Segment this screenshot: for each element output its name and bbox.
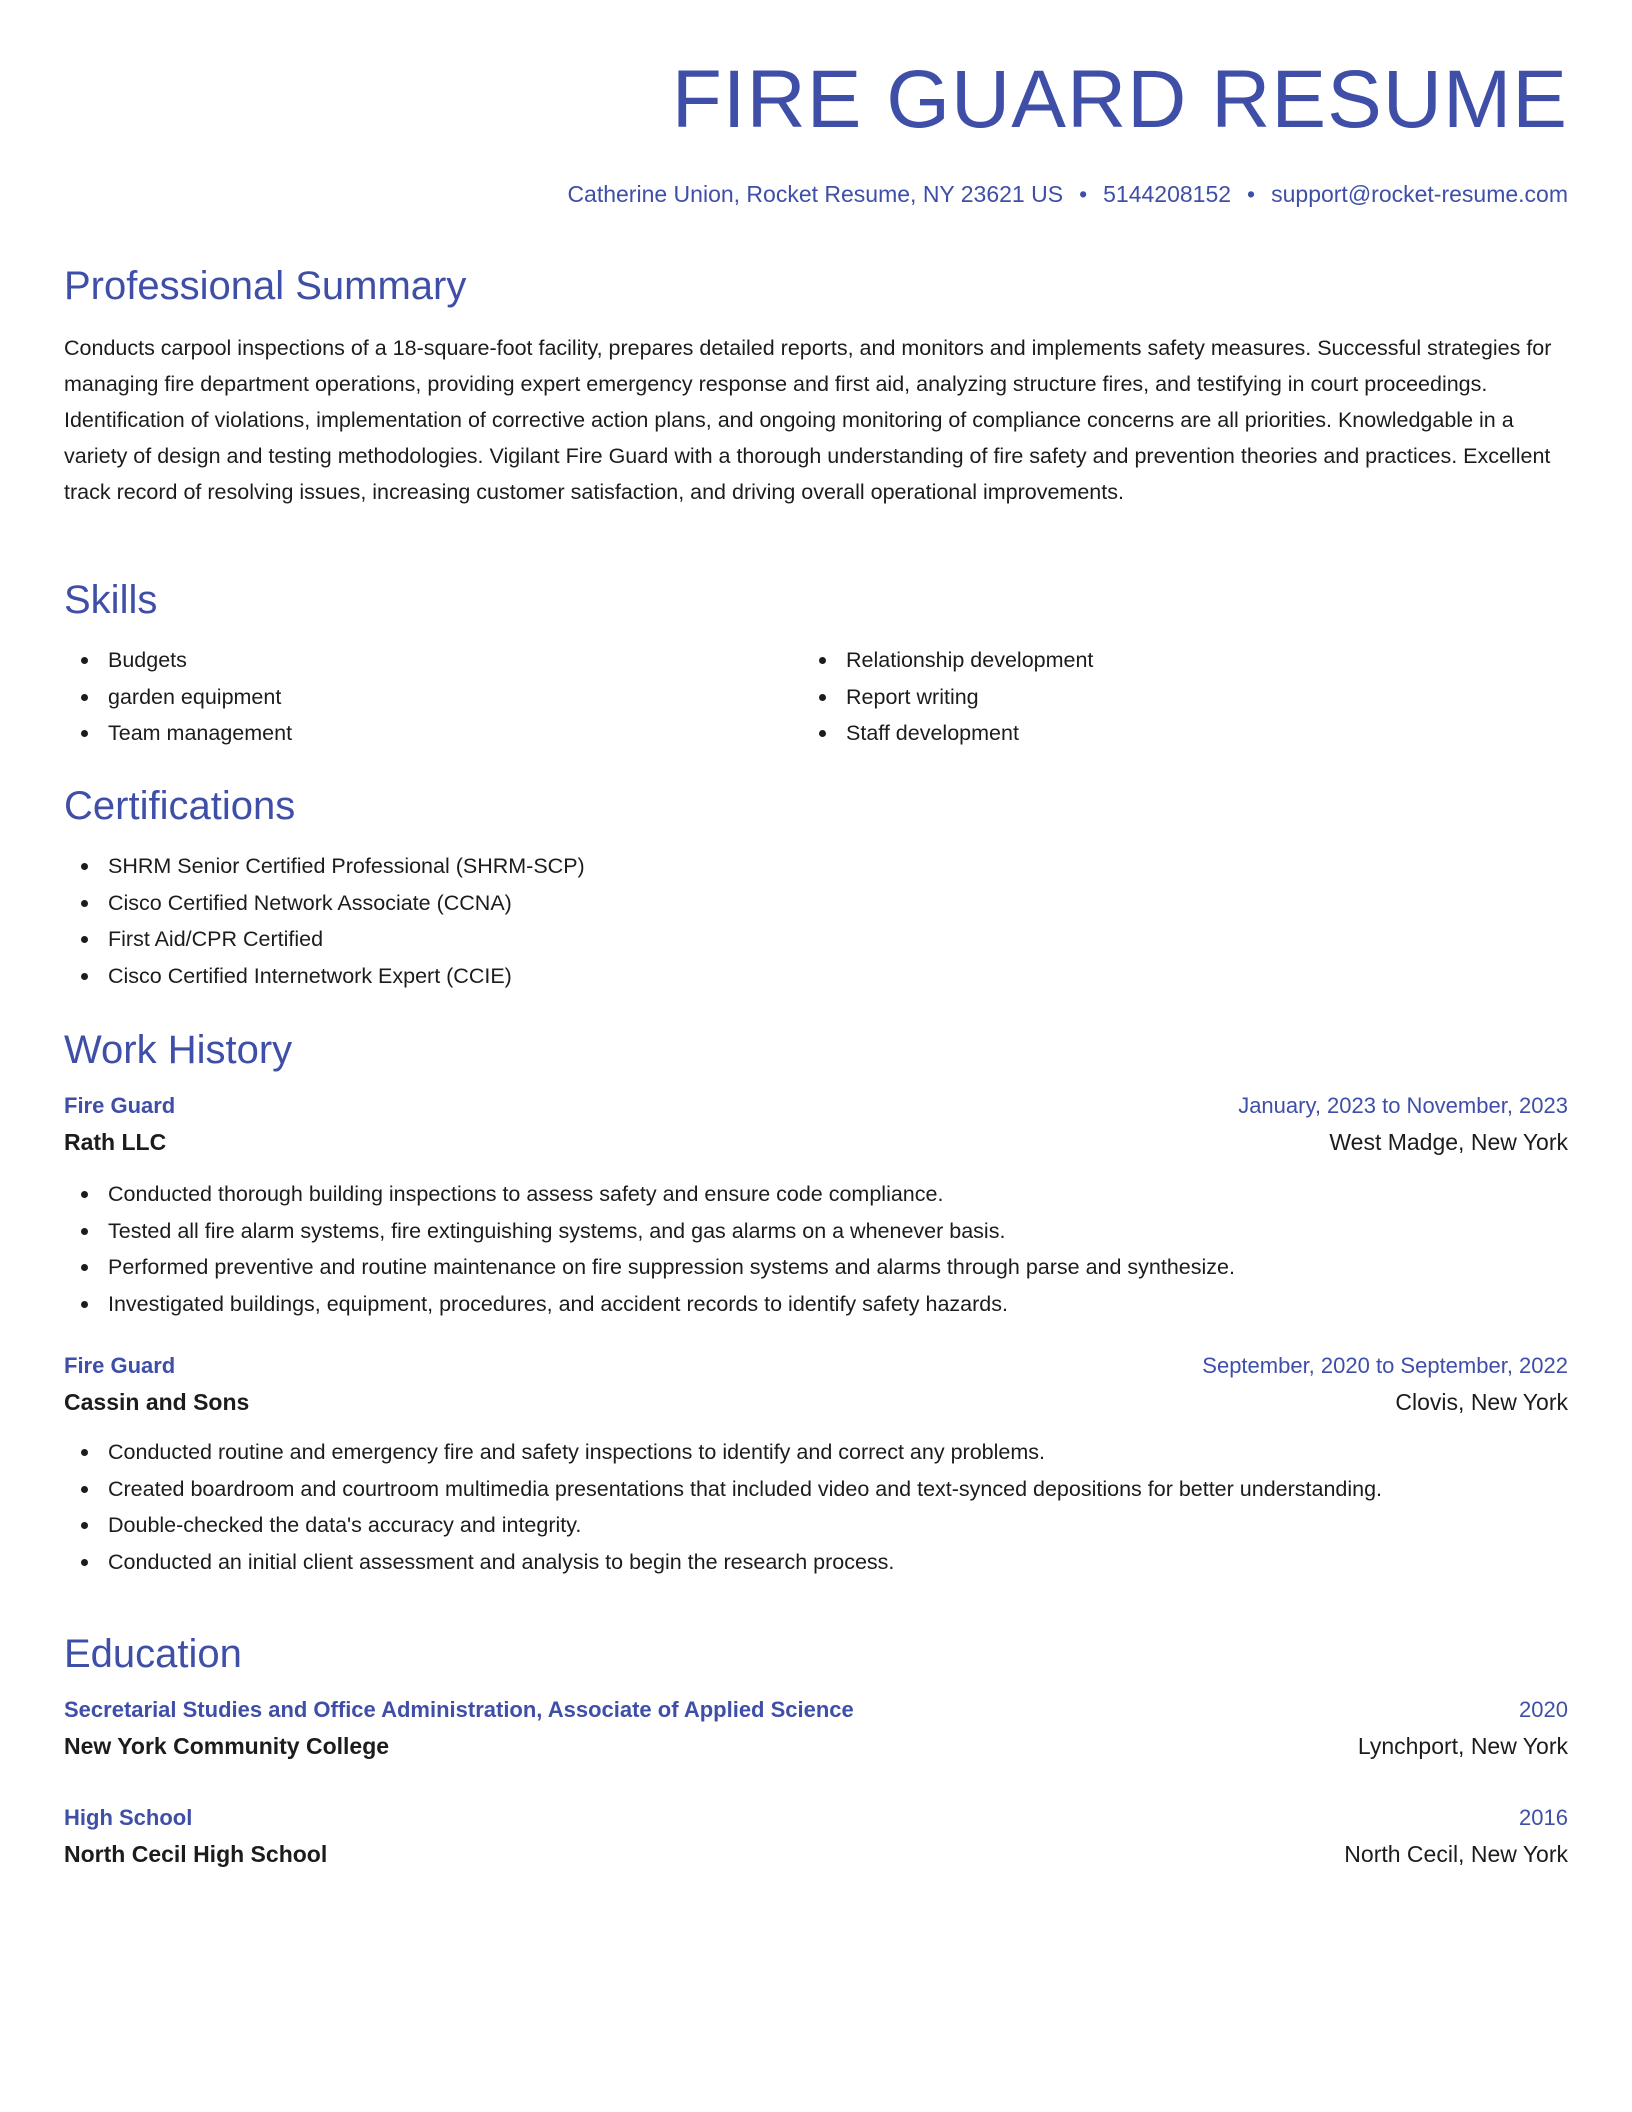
job-duty-item: Double-checked the data's accuracy and integrity. xyxy=(64,1507,1568,1544)
education-school: North Cecil High School xyxy=(64,1841,328,1867)
certifications-list xyxy=(64,848,1568,994)
job-company: Cassin and Sons xyxy=(64,1389,250,1415)
education-section xyxy=(64,1630,1568,1872)
section-heading-work-history: Work History xyxy=(64,1028,293,1072)
job-duty-item: Tested all fire alarm systems, fire extinguishing systems, and gas alarms on a whenever basis. xyxy=(64,1213,1568,1250)
skill-item: Relationship development xyxy=(802,642,1540,679)
job-duty-item: Conducted an initial client assessment and analysis to begin the research process. xyxy=(64,1544,1568,1581)
education-header xyxy=(64,1802,1568,1834)
section-heading-certifications: Certifications xyxy=(64,784,296,828)
job-duty-item: Conducted thorough building inspections to assess safety and ensure code compliance. xyxy=(64,1176,1568,1213)
job-duty-item: Performed preventive and routine maintenance on fire suppression systems and alarms through parse and synthesize. xyxy=(64,1249,1568,1286)
job-duties-list xyxy=(64,1434,1568,1580)
contact-address: Catherine Union, Rocket Resume, NY 23621 US xyxy=(567,181,1064,207)
skill-item: Staff development xyxy=(802,715,1540,752)
skill-item: Report writing xyxy=(802,679,1540,716)
skills-grid xyxy=(64,642,1568,752)
certification-item: Cisco Certified Network Associate (CCNA) xyxy=(64,885,1568,922)
summary-text: Conducts carpool inspections of a 18-square-foot facility, prepares detailed reports, and monitors and implements safety measures. Successful strategies for managing fire department operations, providing expert emergency response and first aid, analyzing structure fires, and testifying in court proceedings. Identification of violations, implementation of corrective action plans, and ongoing monitoring of compliance concerns are all priorities. Knowledgable in a variety of design and testing methodologies. Vigilant Fire Guard with a thorough understanding of fire safety and prevention theories and practices. Excellent track record of resolving issues, increasing customer satisfaction, and driving overall operational improvements. xyxy=(64,336,1552,504)
education-entry xyxy=(64,1802,1568,1872)
job-entry xyxy=(64,1090,1568,1322)
certification-item: First Aid/CPR Certified xyxy=(64,921,1568,958)
job-duties-list xyxy=(64,1176,1568,1322)
education-year: 2020 xyxy=(1519,1697,1568,1722)
education-degree: High School xyxy=(64,1805,193,1830)
contact-line xyxy=(567,178,1568,210)
certification-item: Cisco Certified Internetwork Expert (CCIE) xyxy=(64,958,1568,995)
job-title: Fire Guard xyxy=(64,1353,176,1378)
education-location: North Cecil, New York xyxy=(1344,1841,1568,1867)
skill-item: Budgets xyxy=(64,642,802,679)
education-entry xyxy=(64,1694,1568,1764)
skills-column-right xyxy=(802,642,1540,752)
section-heading-summary: Professional Summary xyxy=(64,264,467,308)
education-school: New York Community College xyxy=(64,1733,390,1759)
job-entry xyxy=(64,1350,1568,1580)
work-history-section xyxy=(64,1026,1568,1580)
job-location: Clovis, New York xyxy=(1395,1389,1568,1415)
contact-phone[interactable]: 5144208152 xyxy=(1103,181,1232,207)
job-header xyxy=(64,1350,1568,1382)
job-header xyxy=(64,1090,1568,1122)
job-company: Rath LLC xyxy=(64,1129,167,1155)
skills-section xyxy=(64,576,1568,752)
job-org-row xyxy=(64,1124,1568,1160)
section-heading-education: Education xyxy=(64,1632,242,1676)
job-duty-item: Investigated buildings, equipment, procedures, and accident records to identify safety hazards. xyxy=(64,1286,1568,1323)
education-header xyxy=(64,1694,1568,1726)
job-dates: September, 2020 to September, 2022 xyxy=(1202,1353,1568,1378)
certifications-section xyxy=(64,782,1568,994)
education-school-row xyxy=(64,1836,1568,1872)
job-location: West Madge, New York xyxy=(1329,1129,1568,1155)
education-degree: Secretarial Studies and Office Administration, Associate of Applied Science xyxy=(64,1697,854,1722)
job-duty-item: Conducted routine and emergency fire and safety inspections to identify and correct any problems. xyxy=(64,1434,1568,1471)
resume-title: FIRE GUARD RESUME xyxy=(671,54,1568,145)
education-year: 2016 xyxy=(1519,1805,1568,1830)
education-school-row xyxy=(64,1728,1568,1764)
skill-item: garden equipment xyxy=(64,679,802,716)
education-location: Lynchport, New York xyxy=(1357,1733,1568,1759)
certification-item: SHRM Senior Certified Professional (SHRM-SCP) xyxy=(64,848,1568,885)
job-title: Fire Guard xyxy=(64,1093,176,1118)
job-duty-item: Created boardroom and courtroom multimedia presentations that included video and text-synced depositions for better understanding. xyxy=(64,1471,1568,1508)
contact-separator: • xyxy=(1079,181,1088,207)
contact-email[interactable]: support@rocket-resume.com xyxy=(1271,181,1568,207)
summary-section xyxy=(64,262,1568,510)
job-dates: January, 2023 to November, 2023 xyxy=(1238,1093,1568,1118)
section-heading-skills: Skills xyxy=(64,578,158,622)
skill-item: Team management xyxy=(64,715,802,752)
contact-separator: • xyxy=(1247,181,1256,207)
skills-column-left xyxy=(64,642,802,752)
job-org-row xyxy=(64,1384,1568,1420)
